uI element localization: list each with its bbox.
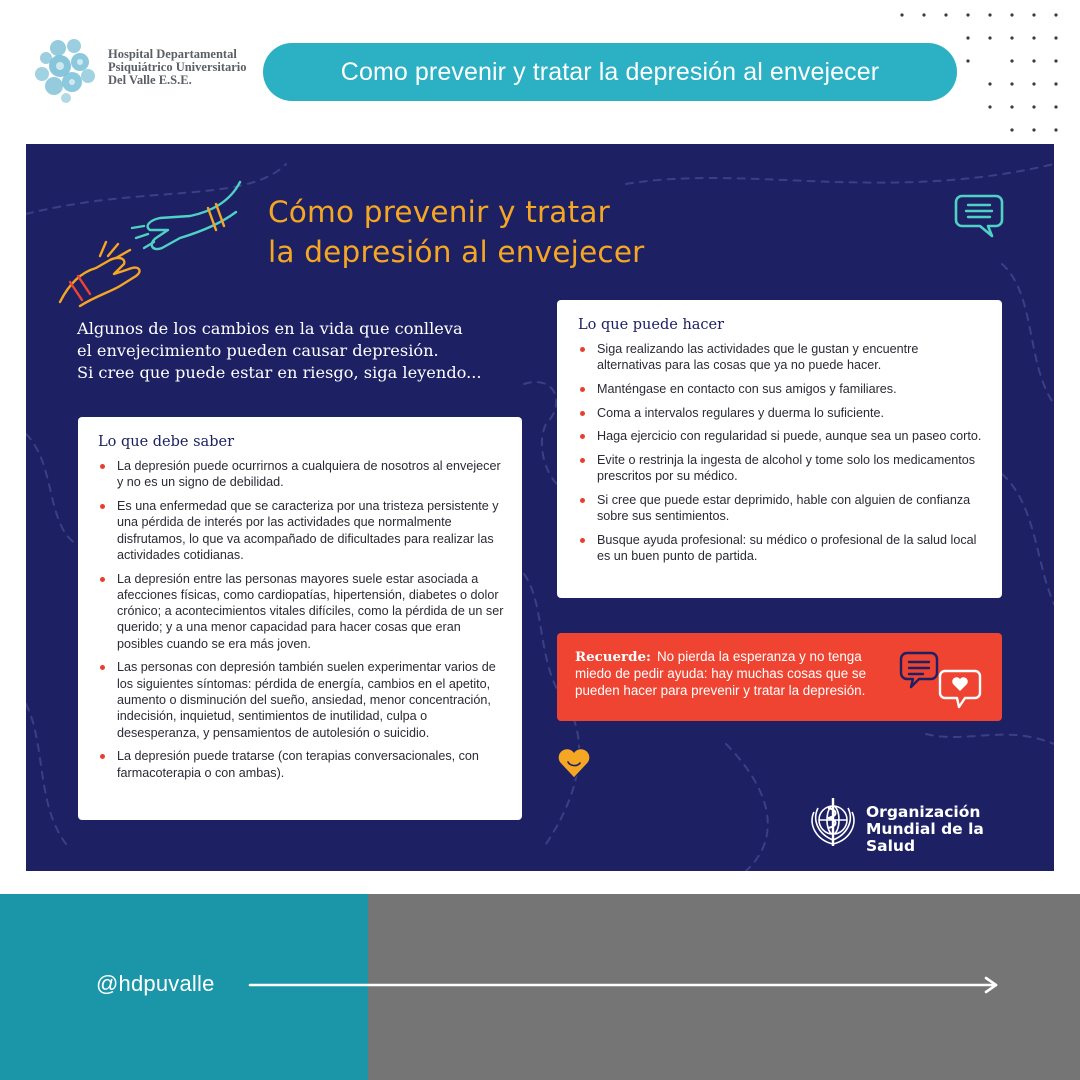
hospital-name: [108, 48, 258, 87]
poster: [26, 144, 1054, 871]
chat-bubble-icon: [954, 190, 1004, 238]
card-what-to-know: [78, 417, 522, 820]
list-item: Siga realizando las actividades que le gustan y encuentre alternativas para las cosas que ya no puede hacer.: [578, 341, 984, 374]
card-what-you-can-do: [557, 300, 1002, 598]
list-item: Las personas con depresión también suelen experimentar varios de los siguientes síntomas: pérdida de energía, cambios en el apetito, aumento o disminución del sueño, ansiedad, menor concentración, indecisión, inquietud, sentimientos de inutilidad, culpa o desesperanza, y pensamientos de autolesión o suicidio.: [98, 659, 504, 740]
hospital-name-line: Del Valle E.S.E.: [108, 73, 192, 87]
social-handle[interactable]: @hdpuvalle: [96, 971, 215, 996]
who-name-line: Organización: [866, 803, 981, 821]
list-item: Es una enfermedad que se caracteriza por una tristeza persistente y una pérdida de interés por las actividades que normalmente disfrutamos, lo que va acompañado de dificultades para realizar las actividades cotidianas.: [98, 498, 504, 563]
intro-line: el envejecimiento pueden causar depresión.: [77, 341, 439, 360]
list-item: Evite o restrinja la ingesta de alcohol y tome solo los medicamentos prescritos por su médico.: [578, 452, 984, 485]
reaching-hands-icon: [40, 172, 270, 312]
arrow-right-icon: [248, 976, 1000, 994]
hospital-name-line: Hospital Departamental: [108, 47, 237, 61]
speech-bubbles-icon: [899, 649, 989, 713]
who-name-line: Mundial de la Salud: [866, 820, 984, 855]
card-title: Lo que debe saber: [98, 434, 234, 450]
list-item: Busque ayuda profesional: su médico o profesional de la salud local es un buen punto de partida.: [578, 532, 984, 565]
list-item: Manténgase en contacto con sus amigos y familiares.: [578, 381, 984, 397]
hospital-logo-icon: [30, 34, 110, 104]
poster-title: [268, 192, 738, 272]
hospital-name-line: Psiquiátrico Universitario: [108, 60, 247, 74]
list-item: La depresión puede tratarse (con terapias conversacionales, con farmacoterapia o con ambas).: [98, 748, 504, 781]
card-title: Lo que puede hacer: [578, 317, 725, 333]
intro-line: Si cree que puede estar en riesgo, siga leyendo...: [77, 363, 482, 382]
bullet-list: [98, 458, 504, 781]
heart-icon: [555, 744, 593, 782]
list-item: Haga ejercicio con regularidad si puede, aunque sea un paseo corto.: [578, 428, 984, 444]
list-item: La depresión puede ocurrirnos a cualquiera de nosotros al envejecer y no es un signo de debilidad.: [98, 458, 504, 491]
poster-title-line: Cómo prevenir y tratar: [268, 195, 610, 229]
reminder-label: Recuerde:: [575, 649, 651, 665]
header: [0, 0, 1080, 145]
who-name: [866, 804, 1036, 855]
list-item: La depresión entre las personas mayores suele estar asociada a afecciones físicas, como cardiopatías, hipertensión, diabetes o dolor crónico; a acontecimientos vitales difíciles, como la pérdida de un ser querido; y a una menor capacidad para hacer cosas que eran posibles cuando se era más joven.: [98, 571, 504, 652]
intro-text: [77, 318, 547, 384]
reminder-text: No pierda la esperanza y no tenga miedo de pedir ayuda: hay muchas cosas que se pueden hacer para prevenir y tratar la depresión.: [575, 649, 867, 698]
who-emblem-icon: [804, 794, 862, 849]
bullet-list: [578, 341, 984, 565]
intro-line: Algunos de los cambios en la vida que conlleva: [77, 319, 463, 338]
poster-title-line: la depresión al envejecer: [268, 235, 645, 269]
dot-grid-icon: [895, 8, 1075, 153]
banner-title: Como prevenir y tratar la depresión al envejecer: [263, 43, 957, 101]
list-item: Si cree que puede estar deprimido, hable con alguien de confianza sobre sus sentimientos.: [578, 492, 984, 525]
list-item: Coma a intervalos regulares y duerma lo suficiente.: [578, 405, 984, 421]
